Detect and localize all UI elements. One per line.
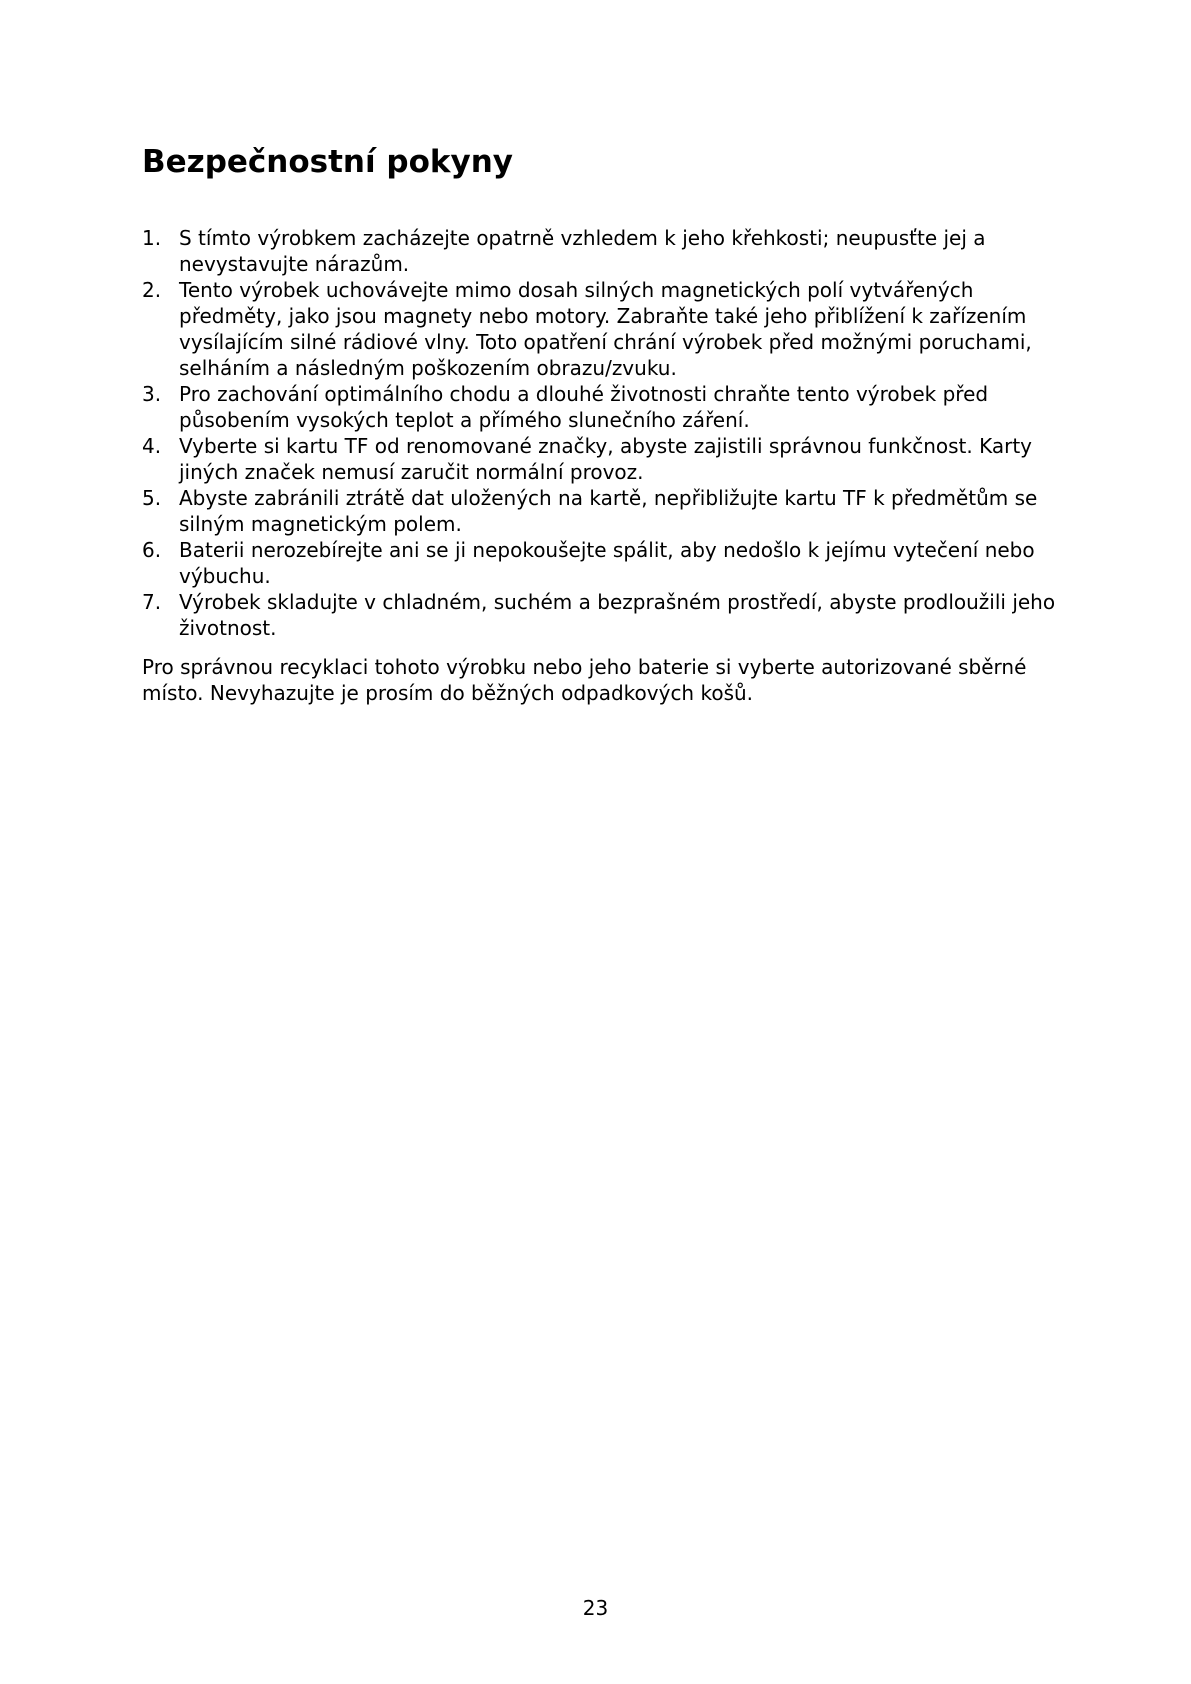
list-item xyxy=(142,277,1072,381)
safety-instructions-list xyxy=(142,225,1072,641)
list-item xyxy=(142,433,1072,485)
list-item-text: Baterii nerozebírejte ani se ji nepokoušejte spálit, aby nedošlo k jejímu vytečení nebo výbuchu. xyxy=(179,538,1035,588)
recycling-note: Pro správnou recyklaci tohoto výrobku nebo jeho baterie si vyberte autorizované sběrné místo. Nevyhazujte je prosím do běžných odpadkových košů. xyxy=(142,655,1027,705)
list-item xyxy=(142,485,1072,537)
list-item-number: 5. xyxy=(142,486,162,510)
list-item xyxy=(142,225,1072,277)
page-title: Bezpečnostní pokyny xyxy=(142,144,514,180)
list-item-text: Vyberte si kartu TF od renomované značky, abyste zajistili správnou funkčnost. Karty jiných značek nemusí zaručit normální provoz. xyxy=(179,434,1033,484)
list-item-number: 4. xyxy=(142,434,162,458)
list-item-text: Výrobek skladujte v chladném, suchém a bezprašném prostředí, abyste prodloužili jeho životnost. xyxy=(179,590,1056,640)
list-item-number: 2. xyxy=(142,278,162,302)
list-item-text: Pro zachování optimálního chodu a dlouhé životnosti chraňte tento výrobek před působením vysokých teplot a přímého slunečního záření. xyxy=(179,382,989,432)
list-item xyxy=(142,589,1072,641)
page-number: 23 xyxy=(582,1596,609,1620)
list-item-number: 7. xyxy=(142,590,162,614)
list-item xyxy=(142,537,1072,589)
list-item-text: Tento výrobek uchovávejte mimo dosah silných magnetických polí vytvářených předměty, jako jsou magnety nebo motory. Zabraňte také jeho přiblížení k zařízením vysílajícím silné rádiové vlny. Toto opatření chrání výrobek před možnými poruchami, selháním a následným poškozením obrazu/zvuku. xyxy=(179,278,1032,380)
list-item xyxy=(142,381,1072,433)
list-item-text: Abyste zabránili ztrátě dat uložených na kartě, nepřibližujte kartu TF k předmětům se silným magnetickým polem. xyxy=(179,486,1038,536)
list-item-number: 6. xyxy=(142,538,162,562)
list-item-number: 1. xyxy=(142,226,162,250)
list-item-number: 3. xyxy=(142,382,162,406)
list-item-text: S tímto výrobkem zacházejte opatrně vzhledem k jeho křehkosti; neupusťte jej a nevystavujte nárazům. xyxy=(179,226,986,276)
